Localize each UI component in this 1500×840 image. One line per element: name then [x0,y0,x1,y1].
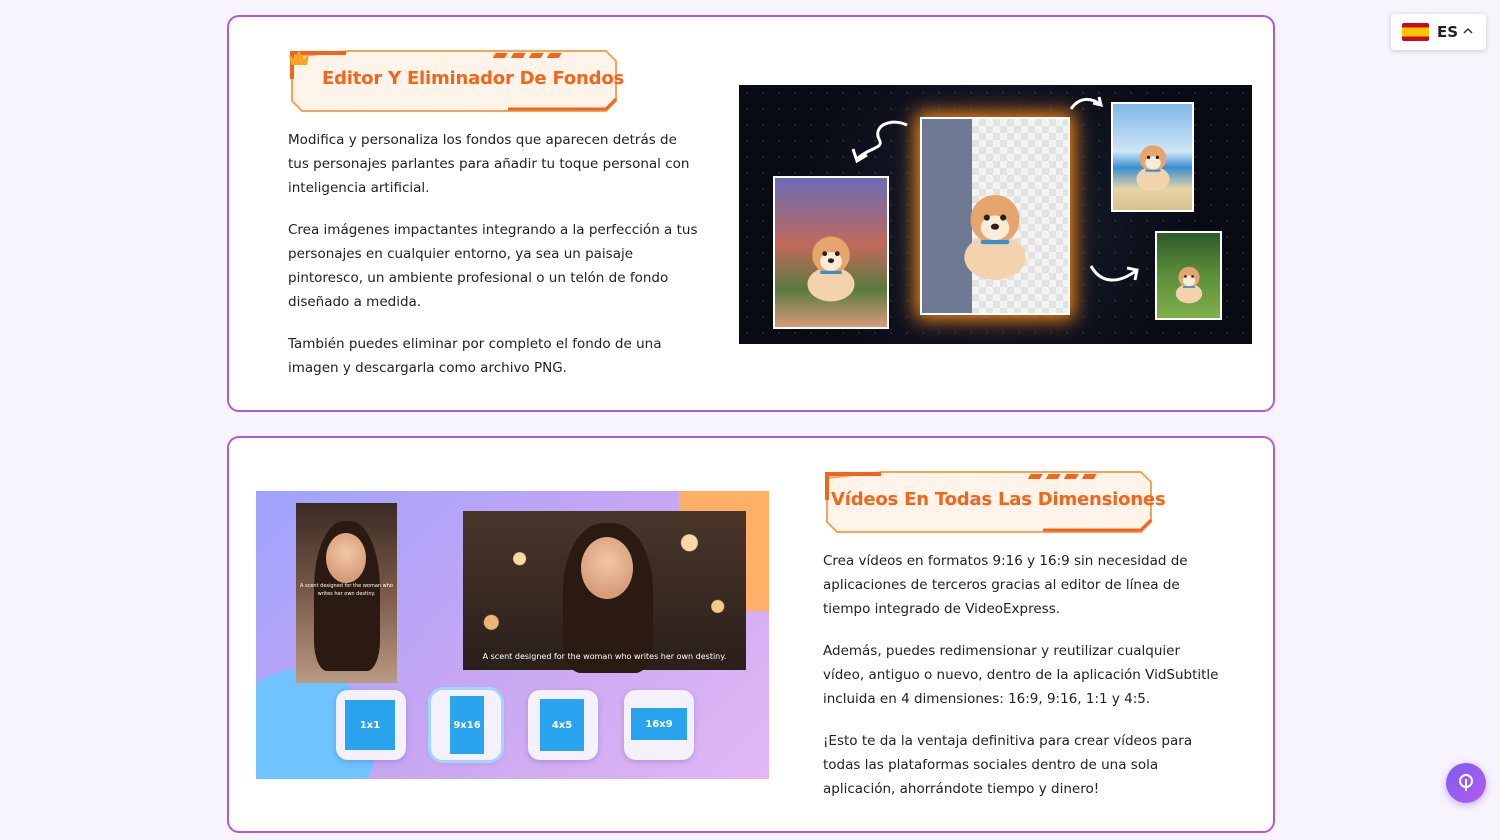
section-description [288,128,698,398]
paragraph: Además, puedes redimensionar y reutilizar cualquier vídeo, antiguo o nuevo, dentro de la aplicación VidSubtitle incluida en 4 dimensiones: 16:9, 9:16, 1:1 y 4:5. [823,643,1219,707]
language-code: ES [1437,23,1459,41]
ratio-button-16x9[interactable] [624,690,694,760]
puppy-forest-image [1155,231,1222,320]
puppy-icon [1166,252,1210,313]
ratio-button-9x16[interactable] [431,690,501,760]
paragraph: ¡Esto te da la ventaja definitiva para crear vídeos para todas las plataformas sociales dentro de una sola aplicación, ahorrándote tiempo y dinero! [823,733,1193,797]
ratio-button-1x1[interactable] [336,690,406,760]
puppy-icon [792,211,870,318]
puppy-icon [944,162,1046,302]
pin-icon [1456,773,1476,793]
ratio-label: 1x1 [345,700,395,750]
video-caption: A scent designed for the woman who writes her own destiny. [482,652,727,661]
crown-icon [288,49,310,67]
chevron-up-icon [1463,27,1473,35]
curved-arrow-icon [1069,93,1105,113]
section-title: Editor Y Eliminador De Fondos [322,68,625,89]
section-title-badge [823,470,1166,532]
video-caption: A scent designed for the woman who writes her own destiny. [299,583,393,597]
puppy-cutout-image [920,117,1070,315]
curved-arrow-icon [1089,260,1141,288]
background-editor-illustration [739,85,1252,344]
ratio-label: 9x16 [450,696,484,754]
puppy-canyon-image [773,176,889,329]
puppy-beach-image [1111,102,1194,212]
language-switcher[interactable] [1391,14,1486,50]
paragraph: Modifica y personaliza los fondos que aparecen detrás de tus personajes parlantes para añadir tu toque personal con inteligencia artificial. [288,132,690,196]
ratio-label: 4x5 [540,699,584,751]
section-title-badge [288,49,625,111]
floating-action-button[interactable] [1446,763,1486,803]
ratio-label: 16x9 [631,708,687,740]
dimensions-card [227,436,1275,833]
video-dimensions-illustration [256,491,769,779]
puppy-icon [1125,127,1180,203]
curved-arrow-icon [849,117,911,165]
paragraph: Crea vídeos en formatos 9:16 y 16:9 sin necesidad de aplicaciones de terceros gracias al editor de línea de tiempo integrado de VideoExpress. [823,553,1188,617]
section-title: Vídeos En Todas Las Dimensiones [831,489,1166,510]
paragraph: También puedes eliminar por completo el fondo de una imagen y descargarla como archivo PNG. [288,336,662,376]
paragraph: Crea imágenes impactantes integrando a la perfección a tus personajes en cualquier entorno, ya sea un paisaje pintoresco, un ambiente profesional o un telón de fondo diseñado a medida. [288,222,698,310]
ratio-button-4x5[interactable] [528,690,598,760]
background-editor-card [227,15,1275,412]
portrait-video-preview [296,503,397,683]
landscape-video-preview [463,511,746,670]
section-description [823,549,1223,819]
spain-flag-icon [1402,23,1429,41]
